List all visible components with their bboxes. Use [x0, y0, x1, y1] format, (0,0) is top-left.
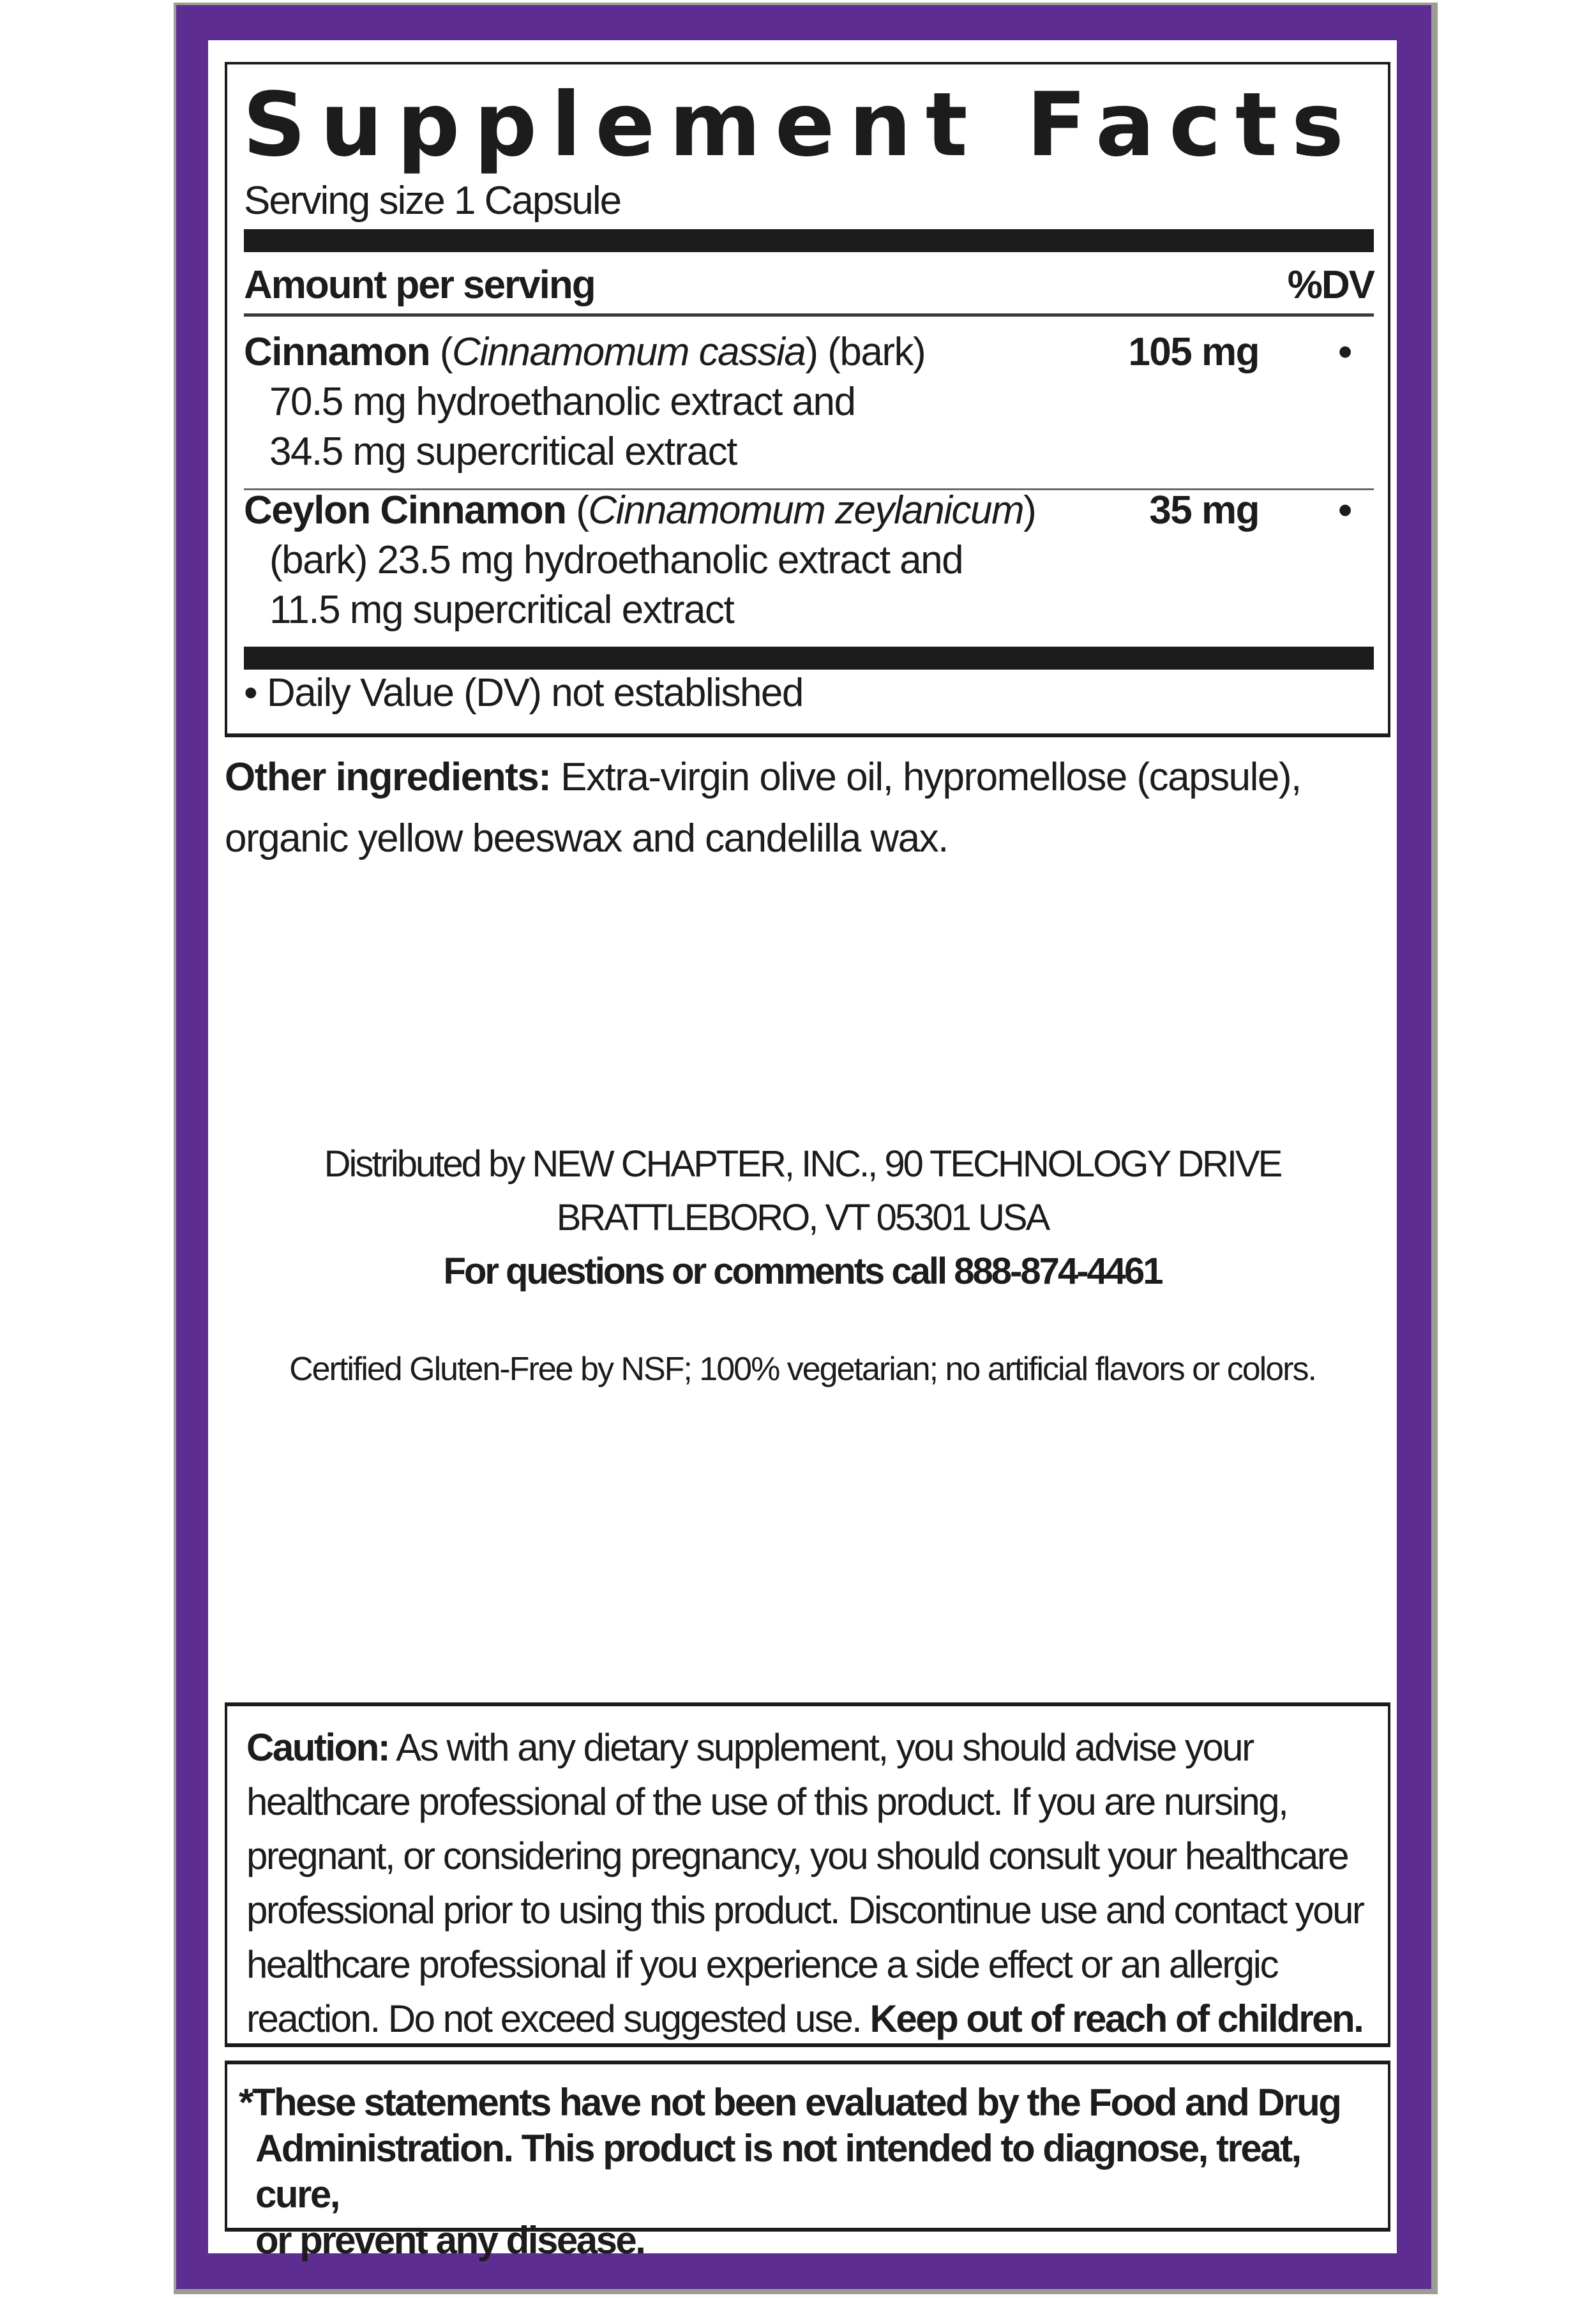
ingredient-name: Cinnamon — [244, 330, 430, 374]
ingredient-detail: 70.5 mg hydroethanolic extract and — [269, 380, 855, 424]
dv-header: %DV — [1287, 263, 1374, 307]
ingredient-dv: • — [1338, 330, 1352, 374]
caution-box — [225, 1702, 1390, 2047]
ingredient-name-line: Ceylon Cinnamon (Cinnamomum zeylanicum) — [244, 488, 1036, 532]
other-ingredients-text: Extra-virgin olive oil, hypromellose (capsule), organic yellow beeswax and candelilla wax. — [225, 755, 1301, 860]
distributor-info — [208, 1138, 1397, 1298]
ingredient-amount: 105 mg — [1128, 330, 1259, 374]
distributor-address: BRATTLEBORO, VT 05301 USA — [556, 1197, 1049, 1238]
divider-thick — [244, 229, 1374, 252]
distributor-line: Distributed by NEW CHAPTER, INC., 90 TECHNOLOGY DRIVE — [324, 1143, 1281, 1185]
caution-label: Caution: — [246, 1726, 389, 1769]
ingredient-latin-name: Cinnamomum cassia — [451, 330, 806, 374]
dv-footnote: • Daily Value (DV) not established — [244, 671, 803, 715]
fda-disclaimer-line: or prevent any disease. — [255, 2219, 645, 2262]
divider-medium — [244, 313, 1374, 317]
ingredient-row-cinnamon — [244, 327, 1374, 477]
ingredient-row-ceylon-cinnamon — [244, 486, 1374, 635]
caution-text — [246, 1720, 1376, 2046]
ingredient-detail: (bark) 23.5 mg hydroethanolic extract and — [269, 538, 963, 582]
caution-body: As with any dietary supplement, you should advise your healthcare professional of the use of this product. If you are nursing, pregnant, or considering pregnancy, you should consult your healthcare professional prior to using this product. Discontinue use and contact your healthcare professional if you experience a side effect or an allergic reaction. Do not exceed suggested use. — [246, 1726, 1364, 2040]
ingredient-amount: 35 mg — [1149, 488, 1259, 532]
fda-disclaimer-box — [225, 2061, 1390, 2262]
ingredient-dv: • — [1338, 488, 1352, 532]
amount-header-row — [244, 262, 1374, 308]
supplement-facts-box — [225, 62, 1390, 737]
fda-disclaimer — [239, 2080, 1375, 2264]
ingredient-detail: 11.5 mg supercritical extract — [269, 588, 734, 632]
divider-thick — [244, 647, 1374, 670]
certification-statement: Certified Gluten-Free by NSF; 100% vegetarian; no artificial flavors or colors. — [289, 1351, 1316, 1388]
ingredient-name: Ceylon Cinnamon — [244, 488, 566, 532]
other-ingredients-label: Other ingredients: — [225, 755, 551, 799]
other-ingredients — [225, 747, 1393, 869]
contact-phone-line: For questions or comments call 888-874-4461 — [443, 1250, 1162, 1292]
ingredient-detail: 34.5 mg supercritical extract — [269, 430, 737, 474]
ingredient-name-line: Cinnamon (Cinnamomum cassia) (bark) — [244, 330, 926, 374]
serving-size: Serving size 1 Capsule — [244, 179, 621, 223]
supplement-facts-title: Supplement Facts — [243, 73, 1358, 176]
keep-out-of-reach-warning: Keep out of reach of children. — [870, 1997, 1363, 2040]
ingredient-latin-name: Cinnamomum zeylanicum — [588, 488, 1024, 532]
ingredient-name-suffix: (bark) — [817, 330, 926, 374]
fda-disclaimer-line: *These statements have not been evaluated by the Food and Drug — [239, 2081, 1341, 2124]
amount-per-serving-label: Amount per serving — [244, 263, 595, 307]
fda-disclaimer-line: Administration. This product is not intended to diagnose, treat, cure, — [255, 2127, 1300, 2216]
